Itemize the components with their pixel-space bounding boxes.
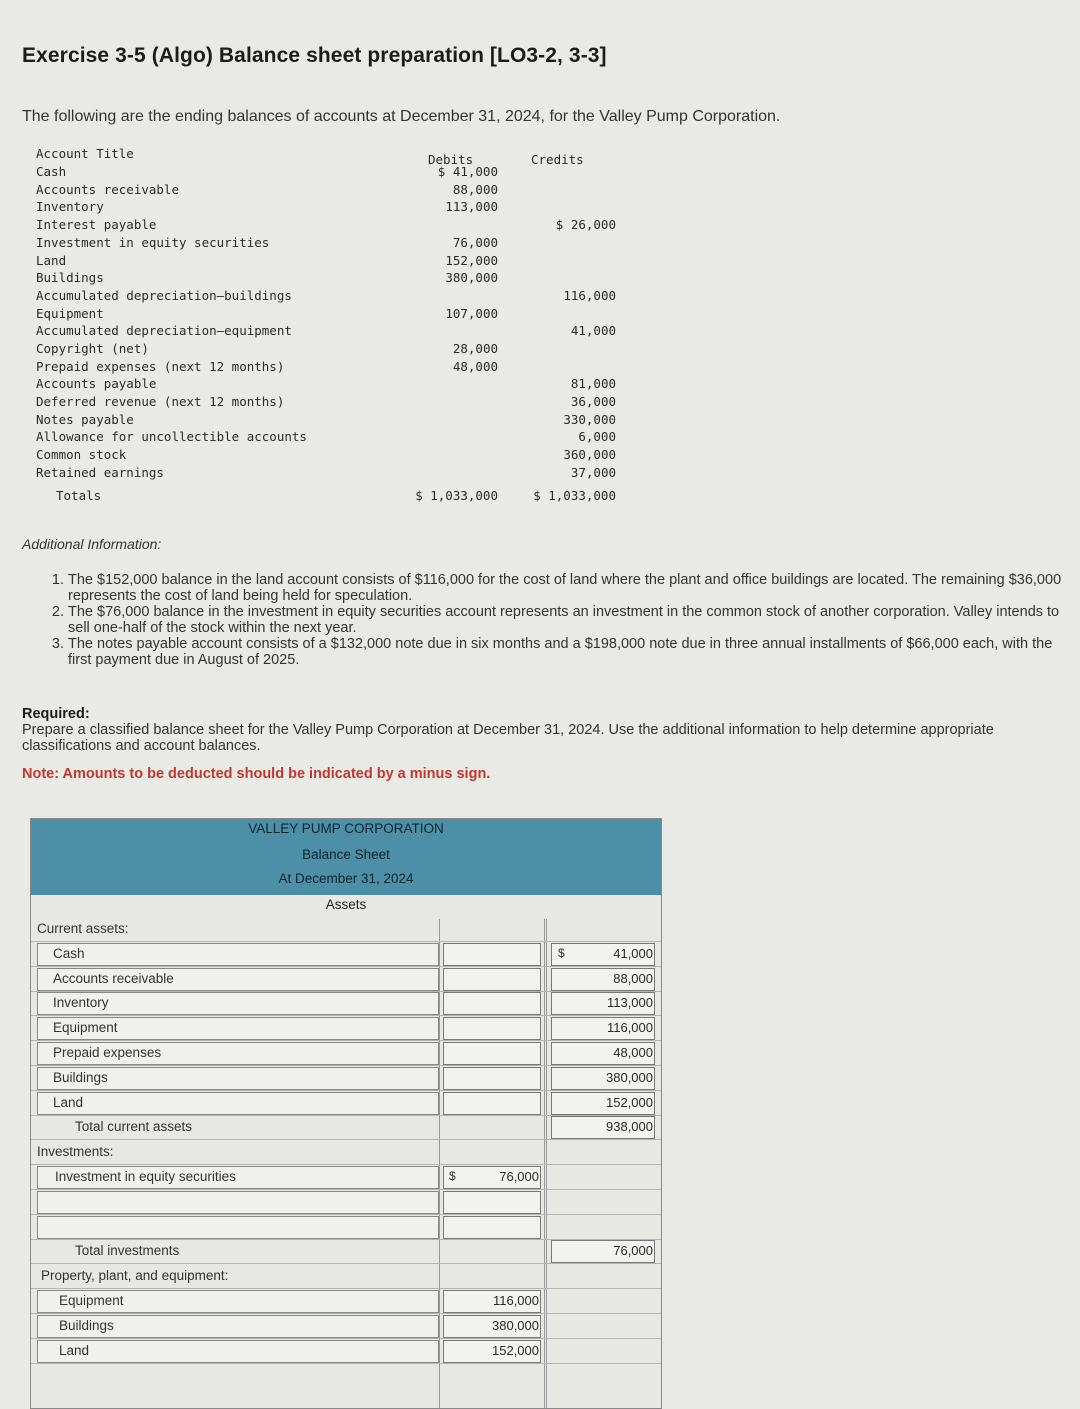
row-label: Inventory — [53, 995, 109, 1011]
required-note: Note: Amounts to be deducted should be indicated by a minus sign. — [22, 766, 491, 782]
account-name: Investment in equity securities — [36, 235, 270, 250]
account-row — [36, 447, 616, 464]
amount-b: 380,000 — [606, 1069, 653, 1085]
account-row — [36, 253, 616, 270]
account-row — [36, 465, 616, 482]
account-name: Retained earnings — [36, 465, 164, 480]
amount-input-a[interactable] — [443, 1191, 541, 1214]
additional-item: 1. The $152,000 balance in the land account consists of $116,000 for the cost of land where the plant and office buildings are located. The remaining $36,000 represents the cost of land being held for speculation. — [68, 572, 1078, 604]
empty-input-row — [31, 1190, 661, 1215]
current-asset-row — [31, 942, 661, 967]
credit-value: 41,000 — [570, 323, 616, 338]
account-name: Inventory — [36, 199, 104, 214]
row-label: Equipment — [59, 1293, 124, 1308]
account-row — [36, 217, 616, 234]
total-current-label: Total current assets — [75, 1119, 193, 1135]
required-text: Prepare a classified balance sheet for the Valley Pump Corporation at December 31, 2024. Use the additional information to help determine appropriate classifications and account balances. — [22, 722, 994, 754]
account-name: Cash — [36, 164, 67, 179]
row-label: Land — [53, 1094, 84, 1110]
credit-value: 330,000 — [563, 412, 616, 427]
debit-value: 28,000 — [452, 341, 498, 356]
additional-info-heading: Additional Information: — [22, 536, 162, 552]
row-label: Buildings — [53, 1069, 108, 1085]
amount-input-a[interactable] — [443, 1042, 541, 1065]
debit-value: 76,000 — [452, 235, 498, 250]
credit-value: $ 1,033,000 — [533, 488, 616, 503]
credit-value: 37,000 — [570, 465, 616, 480]
amount-b: 113,000 — [606, 995, 653, 1011]
ppe-row — [31, 1314, 661, 1339]
current-asset-row — [31, 1091, 661, 1116]
amount-input-a[interactable] — [443, 1092, 541, 1115]
credit-value: $ 26,000 — [555, 217, 616, 232]
assets-heading: Assets — [325, 897, 367, 912]
amount-b: 938,000 — [606, 1119, 653, 1135]
debit-value: 48,000 — [452, 359, 498, 374]
credit-value: 116,000 — [563, 288, 616, 303]
amount-input-a[interactable] — [443, 943, 541, 966]
account-row — [36, 235, 616, 252]
additional-item: 3. The notes payable account consists of a $132,000 note due in six months and a $198,000 note due in three annual installments of $66,000 each, with the first payment due in August of 2025. — [68, 636, 1078, 668]
account-name: Deferred revenue (next 12 months) — [36, 394, 285, 409]
amount-b: 41,000 — [613, 945, 653, 961]
company-name: VALLEY PUMP CORPORATION — [248, 821, 444, 836]
current-asset-row — [31, 1016, 661, 1041]
balance-sheet-header — [31, 819, 661, 895]
statement-name: Balance Sheet — [302, 847, 390, 862]
additional-info-list — [50, 572, 1078, 668]
account-name: Interest payable — [36, 217, 157, 232]
account-row — [36, 199, 616, 216]
row-label: Prepaid expenses — [53, 1045, 162, 1060]
account-row — [36, 288, 616, 305]
account-name: Totals — [56, 488, 102, 503]
account-row — [36, 359, 616, 376]
account-row — [36, 306, 616, 323]
account-row — [36, 341, 616, 358]
row-label: Equipment — [53, 1020, 118, 1036]
row-label-input[interactable] — [37, 1191, 439, 1214]
current-assets-heading-row — [31, 917, 661, 942]
investment-row — [31, 1165, 661, 1190]
additional-item: 2. The $76,000 balance in the investment in equity securities account represents an investment in the common stock of another corporation. Valley intends to sell one-half of the stock within the next year. — [68, 604, 1078, 636]
total-investments-label: Total investments — [75, 1243, 180, 1259]
row-label: Buildings — [59, 1317, 114, 1333]
row-label-input[interactable] — [37, 943, 439, 966]
debits-header: Debits — [428, 152, 474, 167]
account-name: Land — [36, 253, 67, 268]
ppe-row — [31, 1339, 661, 1364]
debit-value: $ 1,033,000 — [415, 488, 498, 503]
row-label: Cash — [53, 945, 85, 961]
amount-b: 88,000 — [613, 970, 653, 986]
statement-date: At December 31, 2024 — [278, 871, 414, 886]
row-label-input[interactable] — [37, 1340, 439, 1363]
current-asset-row — [31, 991, 661, 1016]
amount-input-a[interactable] — [443, 1017, 541, 1040]
credits-header: Credits — [531, 152, 584, 167]
amount-input-a[interactable] — [443, 1216, 541, 1239]
debit-value: 113,000 — [445, 199, 498, 214]
balance-sheet-form — [30, 818, 662, 1409]
row-label: Investment in equity securities — [55, 1169, 236, 1184]
account-row — [36, 394, 616, 411]
debit-value: 107,000 — [445, 306, 498, 321]
credit-value: 360,000 — [563, 447, 616, 462]
amount-input-a[interactable] — [443, 1067, 541, 1090]
required-heading: Required: — [22, 706, 90, 722]
current-asset-row — [31, 1041, 661, 1066]
account-row — [36, 376, 616, 393]
account-name: Equipment — [36, 306, 104, 321]
amount-input-a[interactable] — [443, 992, 541, 1015]
debit-value: 380,000 — [445, 270, 498, 285]
amount-a: 152,000 — [492, 1342, 539, 1358]
intro-text: The following are the ending balances of accounts at December 31, 2024, for the Valley Pump Corporation. — [22, 108, 781, 125]
credit-value: 36,000 — [570, 394, 616, 409]
account-row — [36, 412, 616, 429]
row-label-input[interactable] — [37, 1216, 439, 1239]
account-row — [36, 323, 616, 340]
account-row — [36, 488, 616, 505]
account-name: Common stock — [36, 447, 127, 462]
account-row — [36, 270, 616, 287]
ppe-heading-row — [31, 1264, 661, 1289]
row-label: Accounts receivable — [53, 970, 174, 986]
investments-heading-row — [31, 1140, 661, 1165]
account-name: Accumulated depreciation—buildings — [36, 288, 292, 303]
account-name: Notes payable — [36, 412, 134, 427]
ppe-row — [31, 1289, 661, 1314]
amount-a: 76,000 — [499, 1169, 539, 1184]
dollar-sign: $ — [449, 1169, 456, 1183]
account-row — [36, 182, 616, 199]
amount-b: 116,000 — [606, 1020, 653, 1036]
debit-value: 88,000 — [452, 182, 498, 197]
account-row — [36, 164, 616, 181]
amount-input-a[interactable] — [443, 968, 541, 991]
account-name: Buildings — [36, 270, 104, 285]
account-name: Accounts payable — [36, 376, 157, 391]
debit-value: $ 41,000 — [437, 164, 498, 179]
ppe-heading: Property, plant, and equipment: — [41, 1268, 229, 1284]
exercise-title: Exercise 3-5 (Algo) Balance sheet preparation [LO3-2, 3-3] — [22, 44, 607, 67]
debit-value: 152,000 — [445, 253, 498, 268]
current-asset-row — [31, 967, 661, 992]
row-label: Land — [59, 1342, 90, 1358]
amount-b: 152,000 — [606, 1094, 653, 1110]
amount-a: 380,000 — [492, 1317, 539, 1333]
current-assets-heading: Current assets: — [37, 921, 129, 936]
dollar-sign: $ — [558, 945, 565, 960]
account-row — [36, 429, 616, 446]
amount-b: 48,000 — [613, 1045, 653, 1060]
account-name: Copyright (net) — [36, 341, 149, 356]
account-name: Allowance for uncollectible accounts — [36, 429, 307, 444]
account-name: Prepaid expenses (next 12 months) — [36, 359, 285, 374]
account-name: Accounts receivable — [36, 182, 179, 197]
investments-heading: Investments: — [37, 1144, 114, 1160]
account-name: Accumulated depreciation—equipment — [36, 323, 292, 338]
amount-a: 116,000 — [492, 1293, 539, 1308]
amount-b: 76,000 — [613, 1243, 653, 1259]
empty-input-row — [31, 1215, 661, 1240]
accounts-header — [36, 146, 616, 167]
current-asset-row — [31, 1066, 661, 1091]
credit-value: 81,000 — [570, 376, 616, 391]
account-title-header: Account Title — [36, 146, 134, 161]
row-label-input[interactable] — [37, 1092, 439, 1115]
credit-value: 6,000 — [578, 429, 616, 444]
total-current-row — [31, 1115, 661, 1140]
total-investments-row — [31, 1239, 661, 1264]
